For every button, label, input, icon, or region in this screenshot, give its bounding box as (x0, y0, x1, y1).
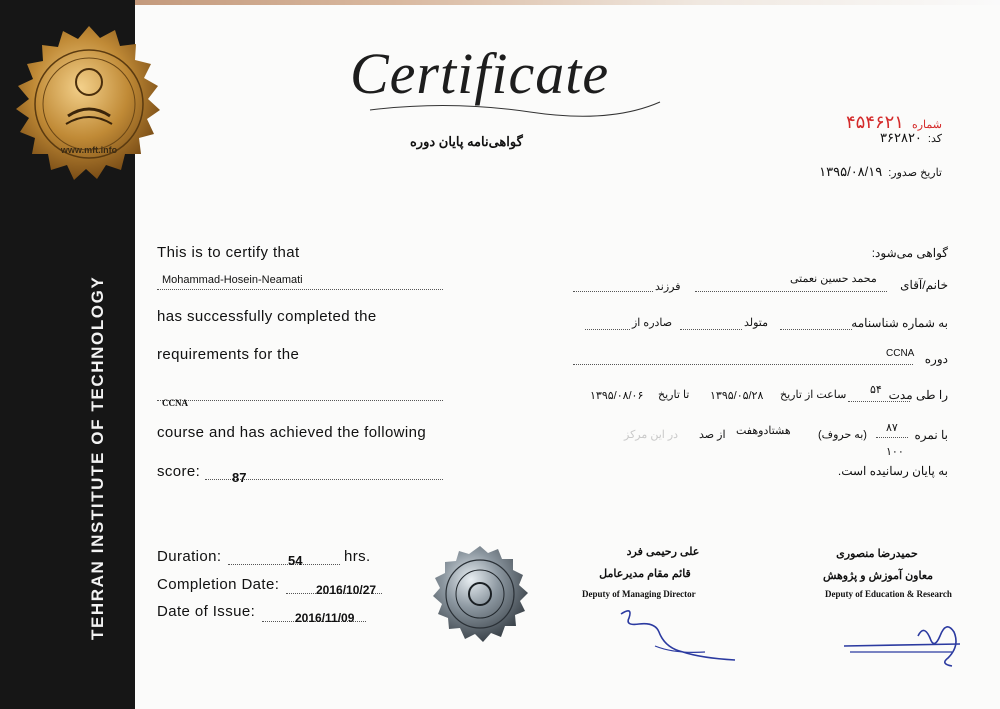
fa-born-underline (680, 315, 742, 330)
fa-name: محمد حسین نعمتی (790, 273, 877, 285)
issue-date-value: 2016/11/09 (295, 611, 355, 625)
duration-label: Duration: (157, 548, 222, 565)
certify-line: This is to certify that (157, 244, 300, 261)
fa-issued-underline (585, 315, 630, 330)
duration-underline (228, 550, 340, 565)
requirements-line: requirements for the (157, 346, 300, 363)
fa-hours-from: ساعت از تاریخ (780, 389, 847, 401)
signatory-1-name: علی رحیمی فرد (626, 546, 700, 558)
fa-mr-mrs: خانم/آقای (900, 278, 948, 292)
serial-value: ۴۵۴۶۲۱ (845, 112, 904, 132)
duration-unit: hrs. (344, 548, 371, 565)
signatory-1-title-fa: قائم مقام مدیرعامل (599, 568, 691, 580)
signatory-2-title-fa: معاون آموزش و پژوهش (822, 570, 934, 582)
hologram-seal (430, 545, 530, 645)
recipient-name: Mohammad-Hosein-Neamati (162, 274, 303, 286)
fa-course: CCNA (886, 348, 915, 359)
fa-score: ۸۷ (886, 422, 898, 434)
completion-date-value: 2016/10/27 (316, 583, 377, 597)
achieved-line: course and has achieved the following (157, 424, 427, 441)
certificate-title-fa: گواهی‌نامه پایان دوره (410, 134, 523, 149)
fa-to-date: ۱۳۹۵/۰۸/۰۶ (590, 390, 644, 402)
seal-url-text: www.mft.info (60, 145, 118, 155)
fa-duration-label: را طی مدت (888, 388, 948, 402)
fa-issued-from: صادره از (632, 317, 673, 329)
serial-label: شماره (911, 119, 942, 131)
fa-of-hundred: از صد (699, 429, 726, 441)
course-name: CCNA (162, 398, 188, 408)
fa-score-label: با نمره (914, 428, 948, 442)
fa-father-underline (573, 277, 653, 292)
fa-course-underline (573, 350, 913, 365)
duration-value: 54 (288, 553, 303, 568)
gold-seal-emblem (8, 24, 170, 186)
fa-id-underline (780, 315, 852, 330)
fa-id-no: به شماره شناسنامه (851, 316, 948, 330)
completed-line: has successfully completed the (157, 308, 377, 325)
fa-to-label: تا تاریخ (658, 389, 690, 401)
code-value: ۳۶۲۸۲۰ (880, 130, 922, 145)
fa-born: متولد (744, 317, 769, 329)
fa-hundred: ۱۰۰ (886, 446, 904, 458)
code-label: کد: (927, 133, 942, 145)
signatory-2-signature (840, 606, 970, 670)
issue-date-fa-label: تاریخ صدور: (888, 167, 942, 179)
course-underline (157, 386, 443, 401)
signatory-2-title-en: Deputy of Education & Research (825, 589, 952, 599)
side-band-text: TEHRAN INSTITUTE OF TECHNOLOGY (88, 275, 107, 640)
issue-date-label: Date of Issue: (157, 603, 256, 620)
top-edge-strip (0, 0, 1000, 5)
signatory-1-title-en: Deputy of Managing Director (582, 589, 696, 599)
fa-duration: ۵۴ (870, 384, 882, 396)
score-label: score: (157, 463, 201, 480)
fa-score-words: هشتادوهفت (736, 425, 791, 437)
completion-date-label: Completion Date: (157, 576, 280, 593)
fa-completed: به پایان رسانیده است. (837, 464, 948, 478)
certificate-title: Certificate (350, 41, 610, 106)
fa-in-center: در این مرکز (624, 429, 679, 441)
signatory-2-name: حمیدرضا منصوری (836, 548, 918, 560)
signatory-1-signature (615, 602, 745, 672)
fa-certify: گواهی می‌شود: (871, 246, 948, 260)
score-value: 87 (232, 470, 247, 485)
fa-child-of: فرزند (655, 281, 681, 293)
code-field (880, 130, 942, 146)
fa-from-date: ۱۳۹۵/۰۵/۲۸ (710, 390, 764, 402)
issue-date-fa (819, 164, 942, 180)
issue-date-fa-value: ۱۳۹۵/۰۸/۱۹ (819, 164, 883, 179)
fa-in-words: (به حروف) (818, 429, 867, 441)
title-flourish (330, 40, 670, 120)
fa-course-label: دوره (924, 352, 948, 366)
